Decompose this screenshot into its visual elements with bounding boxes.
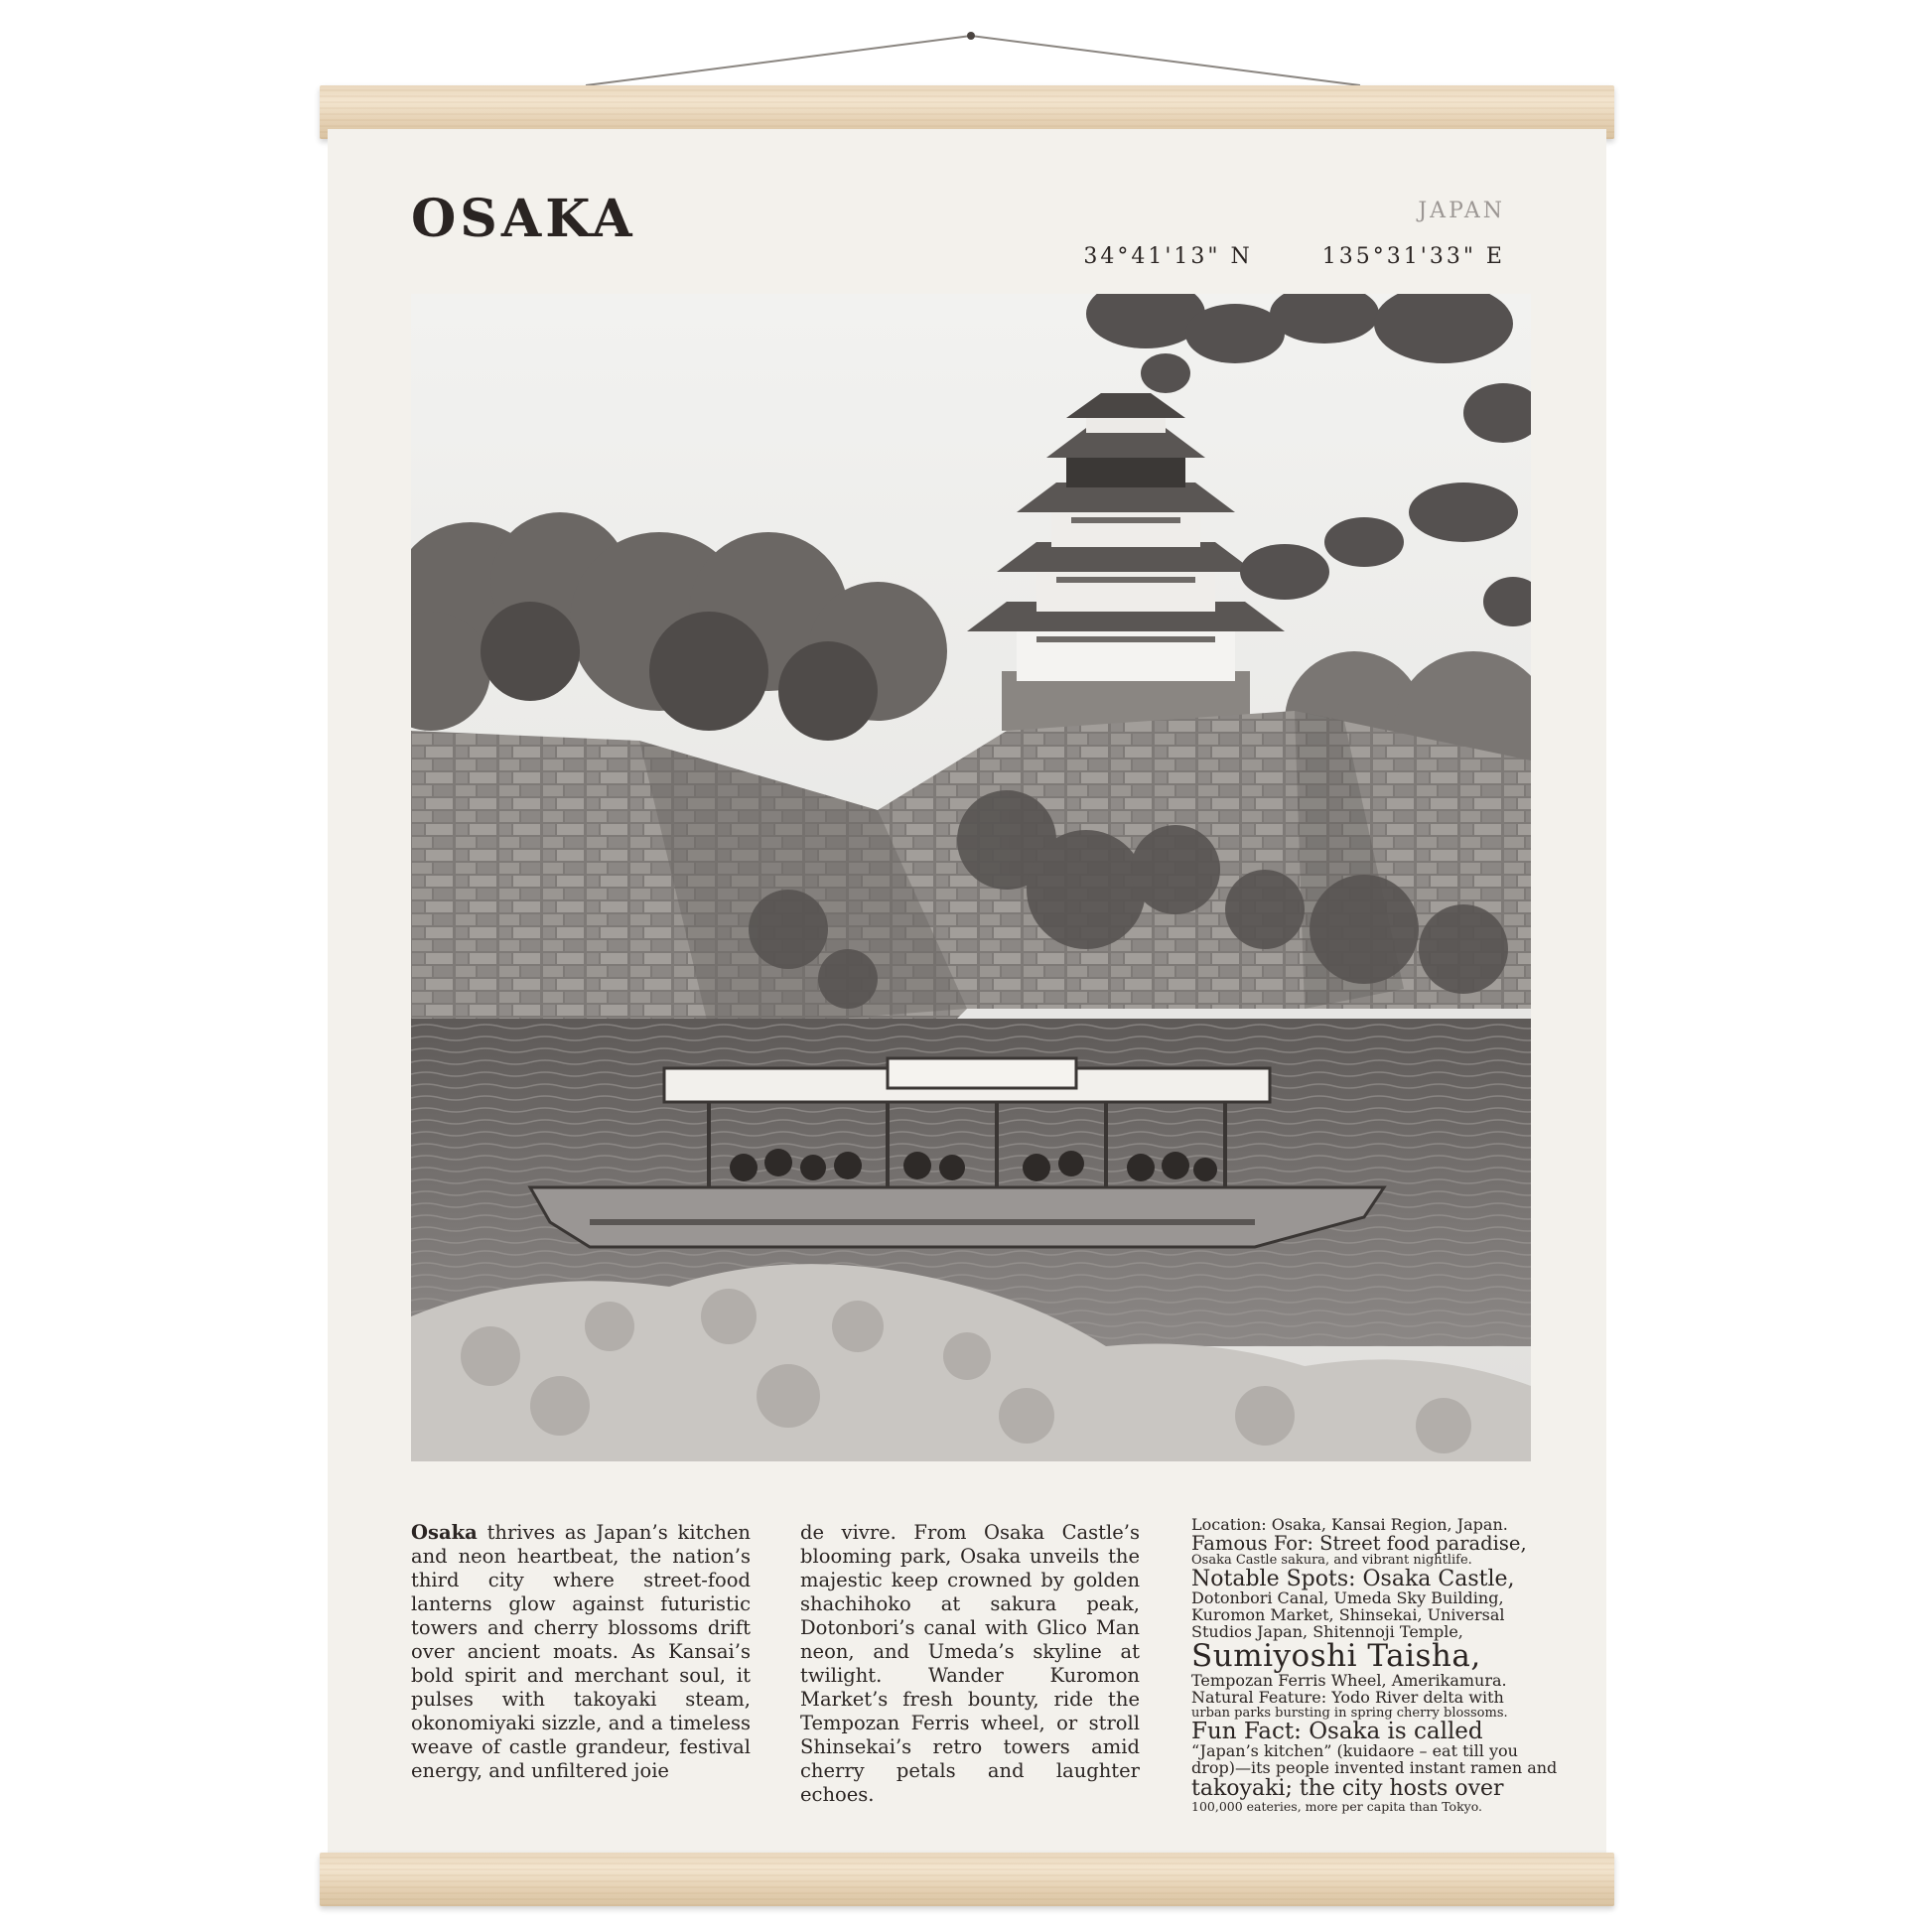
country-label: JAPAN: [1418, 199, 1505, 223]
fact-notable-spots: Notable Spots: Osaka Castle,: [1191, 1566, 1515, 1591]
description-text-1: thrives as Japan’s kitchen and neon heartbeat, the nation’s third city where street-food lanterns glow against futuristic towers and cherry blossoms drift over ancient moats. As Kansai’s bold spirit and merchant soul, it pulses with takoyaki steam, okonomiyaki sizzle, and a timeless weave of castle grandeur, festival energy, and unfiltered joie: [411, 1521, 751, 1782]
fact-fun-detail-4: 100,000 eateries, more per capita than Tokyo.: [1191, 1799, 1482, 1814]
fact-location: Location: Osaka, Kansai Region, Japan.: [1191, 1515, 1508, 1534]
latitude: 34°41'13" N: [1083, 244, 1253, 269]
poster-title: OSAKA: [411, 189, 636, 249]
description-column-2: de vivre. From Osaka Castle’s blooming park, Osaka unveils the majestic keep crowned by golden shachihoko at sakura peak, Dotonbori’s canal with Glico Man neon, and Umeda’s skyline at twilight. Wander Kuromon Market’s fresh bounty, ride the Tempozan Ferris wheel, or stroll Shinsekai’s retro towers amid cherry petals and laughter echoes.: [800, 1521, 1140, 1806]
fact-notable-detail-3: Studios Japan, Shitennoji Temple,: [1191, 1621, 1463, 1641]
facts-column: [1191, 1515, 1558, 1814]
fact-natural-detail: urban parks bursting in spring cherry blossoms.: [1191, 1705, 1508, 1721]
fact-notable-detail-1: Dotonbori Canal, Umeda Sky Building,: [1191, 1588, 1504, 1607]
fact-notable-highlight: Sumiyoshi Taisha,: [1191, 1638, 1481, 1675]
fact-fun-detail-3: takoyaki; the city hosts over: [1191, 1775, 1504, 1801]
fact-famous-for: Famous For: Street food paradise,: [1191, 1531, 1527, 1555]
fact-natural-feature: Natural Feature: Yodo River delta with: [1191, 1687, 1504, 1707]
bottom-wooden-hanger: [320, 1853, 1614, 1906]
coordinates: [1083, 244, 1505, 269]
fact-fun-fact: Fun Fact: Osaka is called: [1191, 1719, 1483, 1745]
longitude: 135°31'33" E: [1321, 244, 1505, 269]
fact-notable-detail-4: Tempozan Ferris Wheel, Amerikamura.: [1191, 1670, 1507, 1690]
castle-photo: [411, 294, 1531, 1461]
fact-fun-detail-2: drop)—its people invented instant ramen and: [1191, 1758, 1558, 1778]
fact-notable-detail-2: Kuromon Market, Shinsekai, Universal: [1191, 1604, 1505, 1624]
poster: [328, 129, 1606, 1857]
lead-word: Osaka: [411, 1521, 478, 1544]
fact-fun-detail-1: “Japan’s kitchen” (kuidaore – eat till you: [1191, 1741, 1518, 1761]
fact-famous-for-detail: Osaka Castle sakura, and vibrant nightlife.: [1191, 1553, 1472, 1569]
description-column-1: [411, 1521, 751, 1783]
